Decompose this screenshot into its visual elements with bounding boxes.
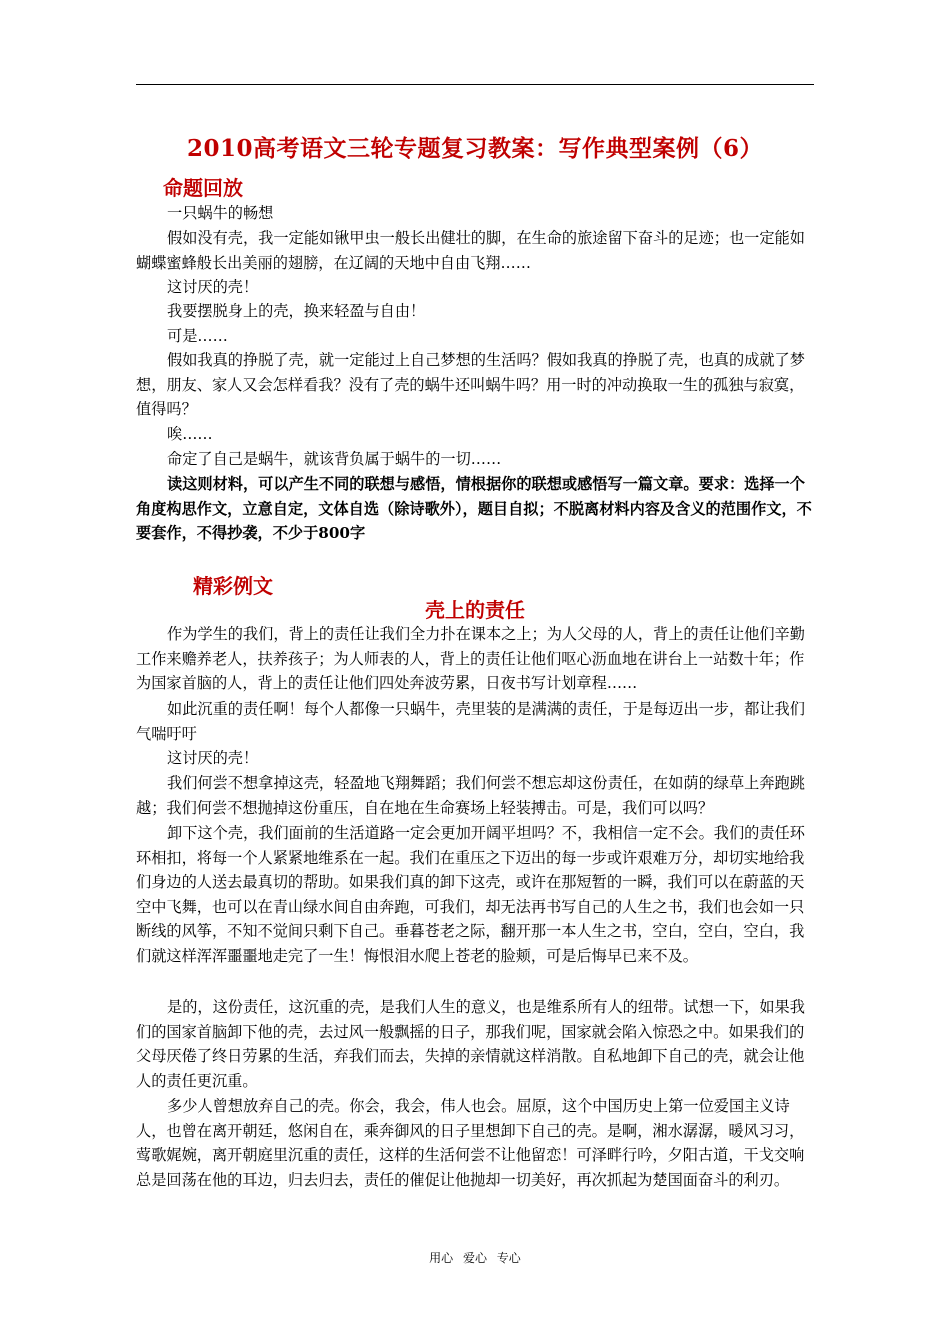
page-title: 2010高考语文三轮专题复习教案：写作典型案例（6） bbox=[186, 135, 764, 162]
prompt-line: 可是…… bbox=[167, 327, 228, 345]
essay-paragraph: 这讨厌的壳！ bbox=[167, 749, 259, 767]
essay-paragraph: 作为学生的我们，背上的责任让我们全力扑在课本之上；为人父母的人，背上的责任让他们辛勤工作来赡养老人，扶养孩子；为人师表的人，背上的责任让他们呕心沥血地在讲台上一站数十年；作为国家首脑的人，背上的责任让他们四处奔波劳累，日夜书写计划章程…… bbox=[136, 625, 805, 693]
prompt-line: 一只蜗牛的畅想 bbox=[167, 204, 274, 222]
essay-paragraph: 卸下这个壳，我们面前的生活道路一定会更加开阔平坦吗？不，我相信一定不会。我们的责任环环相扣，将每一个人紧紧地维系在一起。我们在重压之下迈出的每一步或许艰难万分，却切实地给我们身边的人送去最真切的帮助。如果我们真的卸下这壳，或许在那短暂的一瞬，我们可以在蔚蓝的天空中飞舞，也可以在青山绿水间自由奔跑，可我们，却无法再书写自己的人生之书，我们也会如一只断线的风筝，不知不觉间只剩下自己。垂暮苍老之际，翻开那一本人生之书，空白，空白，空白，我们就这样浑浑噩噩地走完了一生！悔恨泪水爬上苍老的脸颊，可是后悔早已来不及。 bbox=[136, 824, 805, 965]
page-footer: 用心 爱心 专心 bbox=[429, 1251, 521, 1265]
essay-paragraph: 我们何尝不想拿掉这壳，轻盈地飞翔舞蹈；我们何尝不想忘却这份责任，在如荫的绿草上奔跑跳越；我们何尝不想抛掉这份重压，自在地在生命赛场上轻装搏击。可是，我们可以吗？ bbox=[136, 774, 805, 817]
prompt-line: 我要摆脱身上的壳，换来轻盈与自由！ bbox=[167, 302, 426, 320]
essay-paragraph: 是的，这份责任，这沉重的壳，是我们人生的意义，也是维系所有人的纽带。试想一下，如果我们的国家首脑卸下他的壳，去过风一般飘摇的日子，那我们呢，国家就会陷入惊恐之中。如果我们的父母厌倦了终日劳累的生活，弃我们而去，失掉的亲情就这样消散。自私地卸下自己的壳，就会让他人的责任更沉重。 bbox=[136, 998, 805, 1090]
prompt-line: 假如没有壳，我一定能如锹甲虫一般长出健壮的脚，在生命的旅途留下奋斗的足迹；也一定能如蝴蝶蜜蜂般长出美丽的翅膀，在辽阔的天地中自由飞翔…… bbox=[136, 229, 805, 272]
prompt-line: 这讨厌的壳！ bbox=[167, 278, 259, 296]
section-heading-example: 精彩例文 bbox=[193, 574, 273, 598]
essay-paragraph: 多少人曾想放弃自己的壳。你会，我会，伟人也会。屈原，这个中国历史上第一位爱国主义诗人，也曾在离开朝廷，悠闲自在，乘奔御风的日子里想卸下自己的壳。是啊，湘水潺潺，暖风习习，莺歌娓婉，离开朝庭里沉重的责任，这样的生活何尝不让他留恋！可泽畔行吟，夕阳古道，干戈交响总是回荡在他的耳边，归去归去，责任的催促让他抛却一切美好，再次抓起为楚国面奋斗的利刃。 bbox=[136, 1097, 805, 1189]
section-heading-prompt: 命题回放 bbox=[163, 176, 243, 200]
header-rule bbox=[136, 84, 814, 85]
prompt-line: 假如我真的挣脱了壳，就一定能过上自己梦想的生活吗？假如我真的挣脱了壳，也真的成就了梦想，朋友、家人又会怎样看我？没有了壳的蜗牛还叫蜗牛吗？用一时的冲动换取一生的孤独与寂寞，值得吗？ bbox=[136, 351, 805, 419]
essay-title: 壳上的责任 bbox=[425, 598, 525, 622]
prompt-line: 唉…… bbox=[167, 425, 213, 443]
writing-instruction: 读这则材料，可以产生不同的联想与感悟，情根据你的联想或感悟写一篇文章。要求：选择一个角度构思作文，立意自定，文体自选（除诗歌外），题目自拟；不脱离材料内容及含义的范围作文，不要套作，不得抄袭，不少于800字 bbox=[136, 475, 812, 543]
essay-paragraph: 如此沉重的责任啊！每个人都像一只蜗牛，壳里装的是满满的责任，于是每迈出一步，都让我们气喘吁吁 bbox=[136, 700, 805, 743]
prompt-line: 命定了自己是蜗牛，就该背负属于蜗牛的一切…… bbox=[167, 450, 502, 468]
